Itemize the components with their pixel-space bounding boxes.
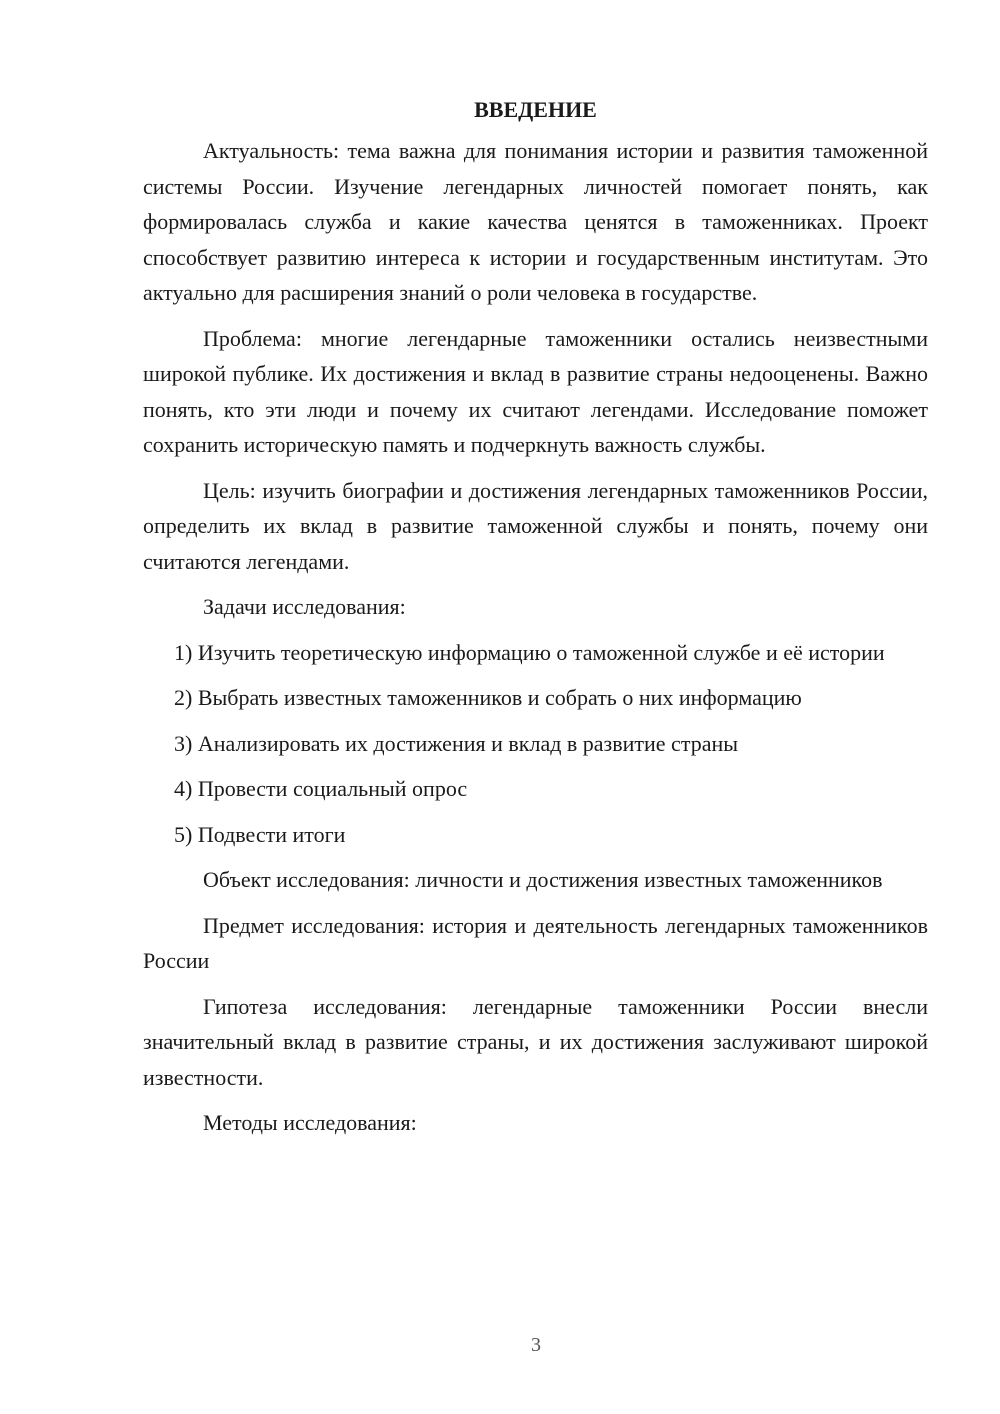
tasks-list bbox=[143, 635, 928, 853]
list-item: 1) Изучить теоретическую информацию о таможенной службе и её истории bbox=[174, 639, 885, 665]
list-item: 2) Выбрать известных таможенников и собрать о них информацию bbox=[174, 685, 802, 710]
document-page bbox=[143, 92, 928, 1141]
relevance-paragraph: Актуальность: тема важна для понимания истории и развития таможенной системы России. Изучение легендарных личностей помогает понять, как формировалась служба и какие качества ценятся в таможенниках. Проект способствует развитию интереса к истории и государственным институтам. Это актуально для расширения знаний о роли человека в государстве. bbox=[143, 138, 928, 305]
tasks-heading: Задачи исследования: bbox=[203, 594, 406, 619]
list-item: 3) Анализировать их достижения и вклад в развитие страны bbox=[174, 730, 739, 756]
goal-paragraph: Цель: изучить биографии и достижения легендарных таможенников России, определить их вклад в развитие таможенной службы и понять, почему они считаются легендами. bbox=[143, 477, 928, 574]
list-item: 4) Провести социальный опрос bbox=[174, 776, 468, 801]
page-number: 3 bbox=[531, 1334, 541, 1356]
object-paragraph: Объект исследования: личности и достижения известных таможенников bbox=[203, 867, 883, 892]
hypothesis-paragraph: Гипотеза исследования: легендарные таможенники России внесли значительный вклад в развитие страны, и их достижения заслуживают широкой известности. bbox=[143, 993, 928, 1090]
subject-paragraph: Предмет исследования: история и деятельность легендарных таможенников России bbox=[143, 912, 928, 973]
page-title: ВВЕДЕНИЕ bbox=[474, 97, 597, 122]
problem-paragraph: Проблема: многие легендарные таможенники остались неизвестными широкой публике. Их достижения и вклад в развитие страны недооценены. Важно понять, кто эти люди и почему их считают легендами. Исследование поможет сохранить историческую память и подчеркнуть важность службы. bbox=[143, 325, 928, 457]
methods-heading: Методы исследования: bbox=[203, 1110, 417, 1135]
list-item: 5) Подвести итоги bbox=[174, 821, 346, 847]
